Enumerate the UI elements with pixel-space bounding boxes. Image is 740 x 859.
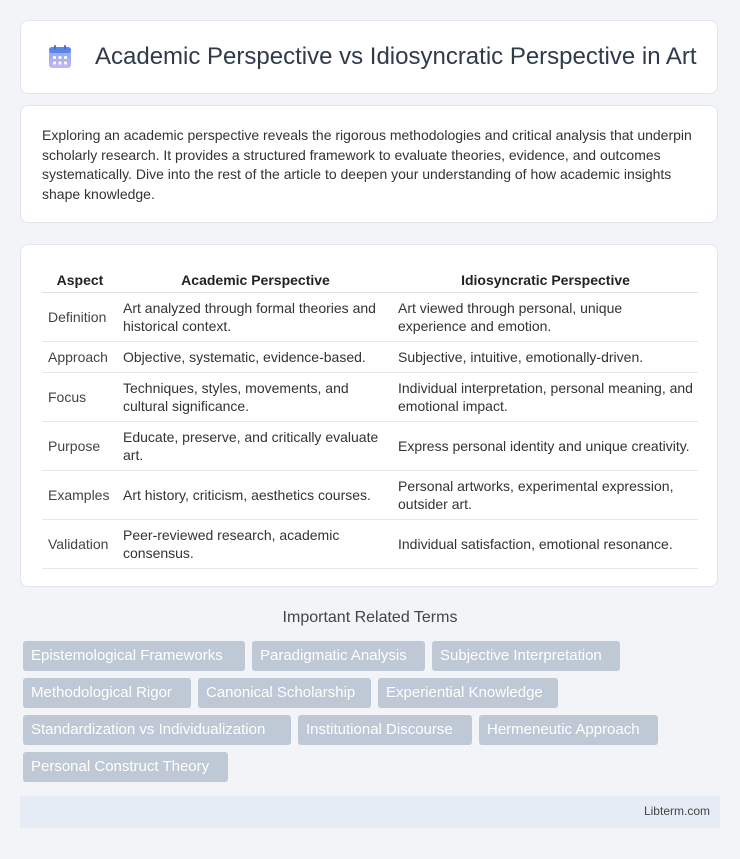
related-term-tag[interactable]: Institutional Discourse — [298, 715, 472, 745]
table-row — [42, 422, 698, 471]
calendar-icon — [47, 44, 73, 70]
row-aspect: Focus — [42, 373, 118, 422]
row-idiosyncratic: Individual interpretation, personal meaning, and emotional impact. — [393, 373, 698, 422]
row-aspect: Definition — [42, 293, 118, 342]
related-term-tag[interactable]: Personal Construct Theory — [23, 752, 228, 782]
footer-site-link[interactable]: Libterm.com — [643, 804, 710, 818]
related-term-tag[interactable]: Paradigmatic Analysis — [252, 641, 425, 671]
table-row — [42, 373, 698, 422]
row-academic: Art history, criticism, aesthetics courses. — [118, 471, 393, 520]
comparison-table — [42, 265, 698, 569]
row-idiosyncratic: Subjective, intuitive, emotionally-driven. — [393, 342, 698, 373]
header-idiosyncratic: Idiosyncratic Perspective — [393, 265, 698, 293]
row-academic: Objective, systematic, evidence-based. — [118, 342, 393, 373]
title-card — [20, 20, 718, 94]
intro-paragraph: Exploring an academic perspective reveals the rigorous methodologies and critical analysis that underpin scholarly research. It provides a structured framework to evaluate theories, evidence, and outcomes systematically. Dive into the rest of the article to deepen your understanding of how academic insights shape knowledge. — [42, 127, 692, 202]
related-terms-title: Important Related Terms — [282, 609, 458, 626]
row-aspect: Purpose — [42, 422, 118, 471]
row-aspect: Approach — [42, 342, 118, 373]
row-academic: Peer-reviewed research, academic consensus. — [118, 520, 393, 569]
page-title: Academic Perspective vs Idiosyncratic Perspective in Art — [95, 43, 697, 70]
related-term-tag[interactable]: Canonical Scholarship — [198, 678, 371, 708]
related-term-tag[interactable]: Hermeneutic Approach — [479, 715, 658, 745]
table-row — [42, 342, 698, 373]
row-academic: Techniques, styles, movements, and cultural significance. — [118, 373, 393, 422]
table-header-row — [42, 265, 698, 293]
row-idiosyncratic: Personal artworks, experimental expression, outsider art. — [393, 471, 698, 520]
table-row — [42, 471, 698, 520]
related-term-tag[interactable]: Experiential Knowledge — [378, 678, 558, 708]
row-academic: Educate, preserve, and critically evaluate art. — [118, 422, 393, 471]
intro-card — [20, 105, 718, 223]
row-aspect: Validation — [42, 520, 118, 569]
row-academic: Art analyzed through formal theories and historical context. — [118, 293, 393, 342]
related-term-tag[interactable]: Methodological Rigor — [23, 678, 191, 708]
related-term-tag[interactable]: Epistemological Frameworks — [23, 641, 245, 671]
header-aspect: Aspect — [42, 265, 118, 293]
footer — [20, 796, 720, 828]
row-idiosyncratic: Express personal identity and unique creativity. — [393, 422, 698, 471]
row-idiosyncratic: Individual satisfaction, emotional resonance. — [393, 520, 698, 569]
related-term-tag[interactable]: Subjective Interpretation — [432, 641, 620, 671]
related-term-tag[interactable]: Standardization vs Individualization — [23, 715, 291, 745]
header-academic: Academic Perspective — [118, 265, 393, 293]
row-aspect: Examples — [42, 471, 118, 520]
table-row — [42, 293, 698, 342]
comparison-card — [20, 244, 718, 587]
table-row — [42, 520, 698, 569]
row-idiosyncratic: Art viewed through personal, unique experience and emotion. — [393, 293, 698, 342]
